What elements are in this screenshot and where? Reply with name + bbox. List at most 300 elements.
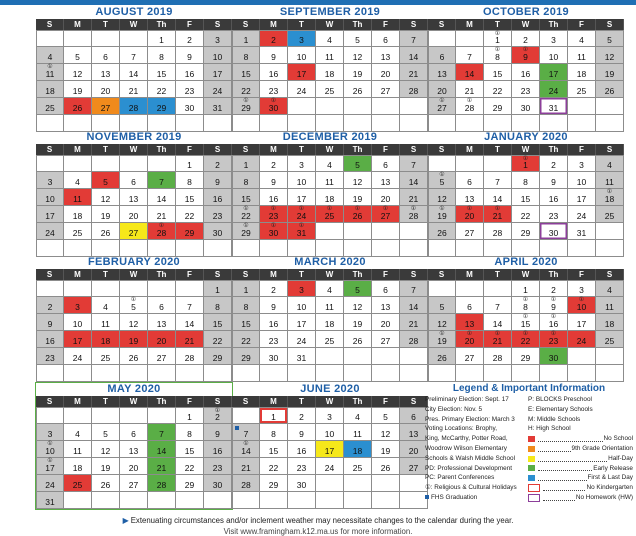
day-number: 5 [103,429,108,439]
day-number: 11 [605,302,614,312]
day-number: 8 [523,177,528,187]
legend-left-text: King, McCarthy, Potter Road, [425,435,508,443]
calendar-day [120,441,148,458]
calendar-day [36,458,64,475]
legend-leader [538,456,607,462]
calendar-day [232,458,260,475]
weekday-header: W [316,269,344,280]
day-number: 15 [156,69,167,79]
empty-day [232,365,260,382]
calendar-day [540,331,568,348]
weekday-header: T [92,19,120,30]
calendar-day [92,47,120,64]
legend-school-code: P: BLOCKS Preschool [528,396,592,403]
calendar-day [288,155,316,172]
empty-day [288,115,316,132]
holiday-mark: ① [466,98,473,104]
day-number: 11 [605,177,614,187]
holiday-mark: ① [298,206,305,212]
empty-day [176,280,204,297]
calendar-day [316,331,344,348]
calendar-day [120,223,148,240]
legend-row [425,444,633,454]
day-number: 28 [156,228,167,238]
day-number: 5 [131,302,136,312]
calendar-day [428,81,456,98]
calendar-day [288,475,316,492]
empty-day [512,240,540,257]
day-number: 26 [380,463,391,473]
empty-day [568,365,596,382]
day-number: 12 [352,302,363,312]
day-number: 9 [551,302,556,312]
day-number: 21 [408,194,419,204]
day-number: 27 [156,353,167,363]
calendar-day [176,407,204,424]
legend-right-item [528,464,633,474]
calendar-day [316,189,344,206]
empty-day [36,240,64,257]
legend-key-label: No School [603,435,633,443]
month-june-2020 [232,383,428,509]
day-number: 18 [324,69,335,79]
day-number: 9 [551,177,556,187]
day-number: 4 [327,35,332,45]
day-number: 3 [299,160,304,170]
calendar-day [456,47,484,64]
calendar-day [512,155,540,172]
day-number: 17 [576,319,587,329]
weekday-header: Th [148,19,176,30]
day-number: 10 [212,52,223,62]
weekday-header: T [288,19,316,30]
legend-left-text: Woodrow Wilson Elementary [425,444,507,452]
empty-day [260,240,288,257]
weekday-header: S [400,269,428,280]
day-number: 22 [184,211,195,221]
empty-day [64,115,92,132]
holiday-mark: ① [494,331,501,337]
legend-left-item [425,444,528,454]
calendar-day [344,47,372,64]
day-number: 30 [296,480,307,490]
day-number: 26 [437,353,447,363]
legend-swatch [528,456,535,462]
weekday-header: W [120,19,148,30]
calendar-day [260,458,288,475]
holiday-mark: ① [298,223,305,229]
calendar-day [260,223,288,240]
weekday-header: S [596,144,624,155]
day-number: 9 [215,177,220,187]
day-number: 2 [47,302,53,312]
day-number: 13 [380,52,391,62]
calendar-day [176,223,204,240]
legend-swatch [528,436,535,442]
day-number: 11 [353,429,362,439]
day-number: 17 [296,194,307,204]
legend-left-item [425,454,528,464]
calendar-day [456,98,484,115]
day-number: 7 [467,52,472,62]
empty-day [372,223,400,240]
calendar-day [484,348,512,365]
weekday-header: S [596,19,624,30]
calendar-day [344,30,372,47]
day-number: 18 [604,194,615,204]
empty-day [568,348,596,365]
day-number: 27 [380,211,391,221]
weekday-header: M [64,144,92,155]
legend-school-code: M: Middle Schools [528,415,581,423]
calendar-day [176,206,204,223]
calendar-day [232,64,260,81]
legend-row [425,493,633,503]
day-number: 25 [100,353,111,363]
day-number: 24 [296,336,307,346]
calendar-day [400,172,428,189]
day-number: 25 [45,103,55,113]
day-number: 2 [215,412,220,422]
legend-leader [538,446,571,452]
calendar-day [596,172,624,189]
calendar-day [372,424,400,441]
weekday-header: W [120,144,148,155]
legend-swatch [528,484,540,492]
calendar-day [316,314,344,331]
calendar-day [36,189,64,206]
calendar-day [92,331,120,348]
day-number: 21 [492,336,503,346]
day-number: 8 [159,52,164,62]
day-number: 1 [495,35,500,45]
day-number: 27 [128,480,139,490]
month-grid [232,269,428,382]
calendar-day [204,331,232,348]
day-number: 13 [380,302,391,312]
calendar-day [344,81,372,98]
calendar-day [540,223,568,240]
day-number: 18 [324,194,335,204]
calendar-day [204,297,232,314]
weekday-header: Th [148,269,176,280]
calendar-day [64,475,92,492]
holiday-mark: ① [550,297,557,303]
month-grid [232,19,428,132]
day-number: 4 [607,285,612,295]
calendar-day [260,348,288,365]
day-number: 7 [411,285,416,295]
legend-right-item [528,473,633,483]
calendar-day [204,172,232,189]
day-number: 5 [439,302,445,312]
day-number: 25 [352,463,363,473]
empty-day [316,223,344,240]
weekday-header: Th [540,269,568,280]
calendar-day [36,492,64,509]
day-number: 11 [73,194,82,204]
calendar-day [596,297,624,314]
calendar-day [400,81,428,98]
weekday-header: S [204,19,232,30]
holiday-mark: ① [522,297,529,303]
calendar-day [120,47,148,64]
holiday-mark: ① [522,156,529,162]
calendar-day [204,189,232,206]
day-number: 8 [187,429,192,439]
calendar-day [120,98,148,115]
calendar-day [484,30,512,47]
day-number: 18 [45,86,55,96]
calendar-day [64,348,92,365]
day-number: 28 [408,86,419,96]
day-number: 6 [411,412,416,422]
holiday-mark: ① [550,314,557,320]
calendar-day [232,297,260,314]
day-number: 24 [45,480,55,490]
empty-day [568,98,596,115]
calendar-day [148,424,176,441]
empty-day [316,98,344,115]
calendar-day [372,172,400,189]
day-number: 20 [437,86,447,96]
day-number: 18 [604,319,615,329]
empty-day [400,98,428,115]
month-grid [232,144,428,257]
calendar-day [36,348,64,365]
holiday-mark: ① [270,98,277,104]
calendar-day [428,331,456,348]
calendar-day [400,155,428,172]
calendar-day [232,424,260,441]
day-number: 18 [352,446,363,456]
calendar-day [428,172,456,189]
calendar-day [568,331,596,348]
calendar-day [148,441,176,458]
graduation-swatch [425,495,429,499]
day-number: 22 [492,86,503,96]
day-number: 14 [464,69,475,79]
empty-day [456,30,484,47]
empty-day [204,240,232,257]
calendar-day [540,81,568,98]
calendar-day [596,30,624,47]
holiday-mark: ① [550,331,557,337]
legend-right-item [528,454,633,464]
day-number: 7 [159,177,164,187]
legend-row [425,454,633,464]
calendar-day [232,30,260,47]
footer-note-2 [0,527,636,536]
day-number: 22 [156,86,167,96]
calendar-day [400,314,428,331]
calendar-day [260,155,288,172]
legend-right-item [528,434,633,444]
day-number: 13 [128,194,139,204]
calendar-day [204,81,232,98]
day-number: 9 [523,52,528,62]
calendar-day [64,206,92,223]
month-title: MARCH 2020 [294,256,366,268]
month-december-2019 [232,131,428,257]
empty-day [428,115,456,132]
month-august-2019 [36,6,232,132]
day-number: 26 [352,211,363,221]
calendar-day [120,314,148,331]
holiday-mark: ① [466,331,473,337]
empty-day [92,407,120,424]
calendar-day [512,348,540,365]
calendar-day [428,47,456,64]
calendar-day [260,314,288,331]
holiday-mark: ① [410,206,417,212]
day-number: 23 [45,353,55,363]
day-number: 30 [268,353,279,363]
day-number: 28 [492,353,503,363]
empty-day [288,240,316,257]
day-number: 2 [271,160,276,170]
day-number: 15 [492,69,503,79]
day-number: 23 [212,211,223,221]
calendar-day [316,424,344,441]
calendar-day [372,155,400,172]
calendar-day [260,331,288,348]
day-number: 20 [464,211,475,221]
empty-day [344,115,372,132]
weekday-header: Th [344,396,372,407]
legend-panel [425,382,633,503]
empty-day [344,475,372,492]
holiday-mark: ① [47,64,53,70]
calendar-day [372,331,400,348]
calendar-day [176,424,204,441]
empty-day [92,240,120,257]
weekday-header: M [260,144,288,155]
holiday-mark: ① [439,98,445,104]
day-number: 19 [100,463,111,473]
day-number: 24 [45,228,55,238]
day-number: 6 [159,302,164,312]
calendar-day [148,223,176,240]
empty-day [176,492,204,509]
month-november-2019 [36,131,232,257]
empty-day [344,365,372,382]
day-number: 1 [215,285,220,295]
day-number: 3 [327,412,332,422]
calendar-day [36,206,64,223]
day-number: 2 [271,35,276,45]
day-number: 26 [437,228,447,238]
calendar-day [148,297,176,314]
day-number: 19 [128,336,139,346]
calendar-day [36,441,64,458]
empty-day [372,115,400,132]
calendar-day [372,297,400,314]
calendar-day [176,98,204,115]
empty-day [344,98,372,115]
month-january-2020 [428,131,624,257]
calendar-day [232,331,260,348]
day-number: 20 [380,319,391,329]
holiday-mark: ① [494,31,501,37]
empty-day [456,365,484,382]
day-number: 2 [271,285,276,295]
day-number: 5 [355,285,360,295]
calendar-day [428,314,456,331]
month-title: JANUARY 2020 [484,131,568,143]
empty-day [372,240,400,257]
legend-left-text: Pres. Primary Election: March 3 [425,415,515,423]
empty-day [148,115,176,132]
empty-day [64,492,92,509]
day-number: 7 [495,302,500,312]
day-number: 11 [73,446,82,456]
holiday-mark: ① [522,331,529,337]
day-number: 12 [437,319,447,329]
day-number: 30 [548,228,559,238]
calendar-day [260,407,288,424]
legend-right-item [528,415,633,425]
day-number: 11 [577,52,586,62]
holiday-mark: ① [494,47,501,53]
empty-day [120,280,148,297]
day-number: 13 [100,69,111,79]
calendar-day [372,206,400,223]
calendar-day [204,424,232,441]
legend-swatch [528,475,535,481]
calendar-day [456,348,484,365]
calendar-day [484,47,512,64]
day-number: 4 [355,412,360,422]
day-number: 6 [131,177,136,187]
calendar-day [204,64,232,81]
calendar-day [64,223,92,240]
empty-day [288,365,316,382]
day-number: 14 [408,52,419,62]
weekday-header: S [400,144,428,155]
day-number: 3 [75,302,80,312]
day-number: 15 [241,319,251,329]
empty-day [316,240,344,257]
day-number: 27 [464,353,475,363]
holiday-mark: ① [270,206,277,212]
day-number: 6 [439,52,445,62]
day-number: 27 [437,103,447,113]
day-number: 21 [156,211,167,221]
calendar-day [372,314,400,331]
calendar-day [64,424,92,441]
empty-day [148,407,176,424]
empty-day [344,240,372,257]
calendar-day [316,407,344,424]
calendar-day [484,81,512,98]
empty-day [64,407,92,424]
day-number: 11 [101,319,110,329]
day-number: 11 [45,69,55,79]
calendar-day [64,314,92,331]
day-number: 28 [241,480,251,490]
calendar-day [512,331,540,348]
day-number: 21 [408,69,419,79]
calendar-day [120,331,148,348]
day-number: 15 [241,69,251,79]
day-number: 4 [607,160,612,170]
empty-day [456,155,484,172]
calendar-day [568,280,596,297]
day-number: 3 [299,285,304,295]
calendar-day [400,441,428,458]
weekday-header: T [288,269,316,280]
